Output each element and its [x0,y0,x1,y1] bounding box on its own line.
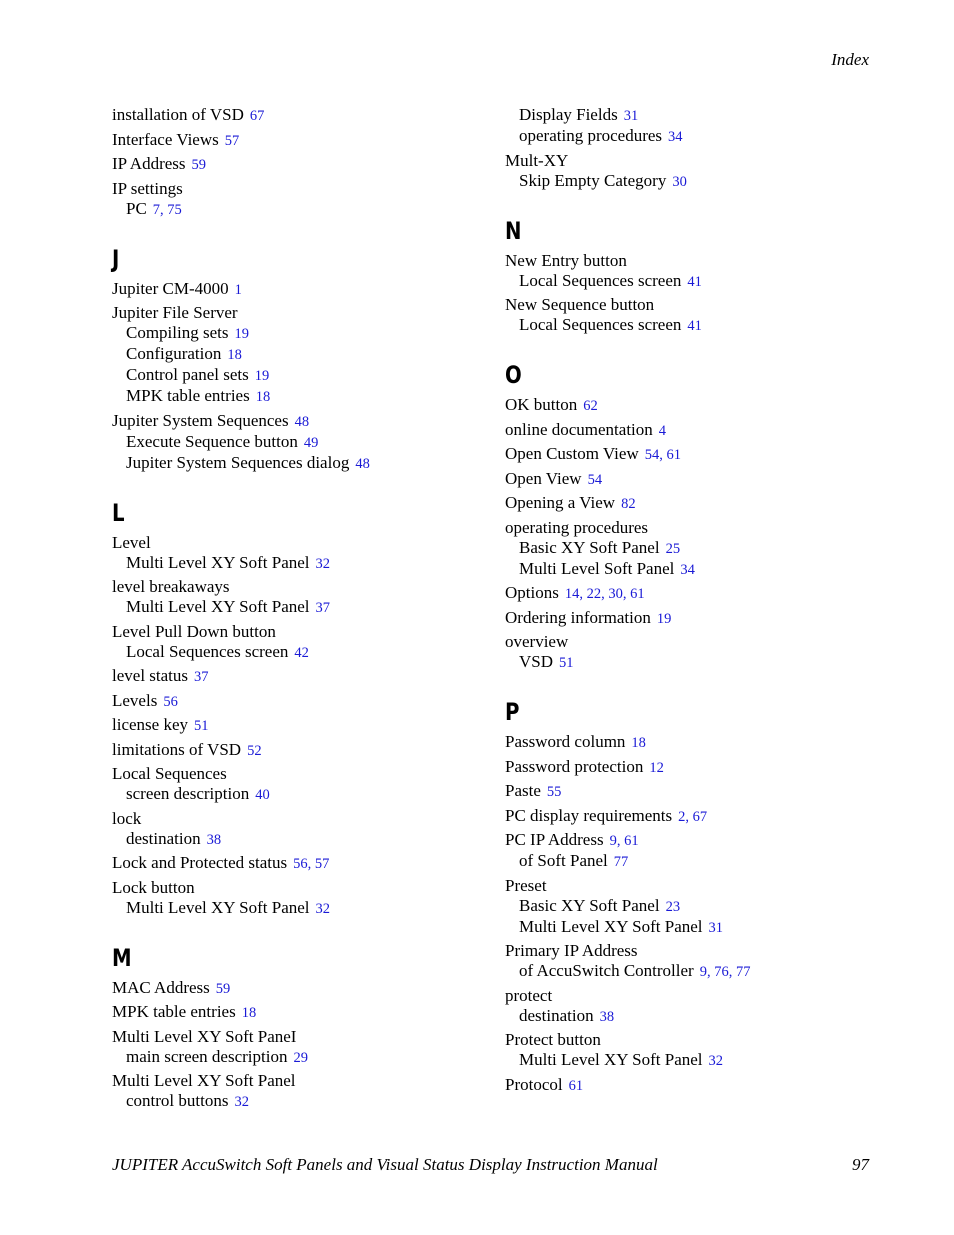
page-refs [687,274,702,290]
index-entry [112,1027,492,1047]
index-term: Protect button [505,1030,601,1049]
index-term: Configuration [126,344,222,363]
index-term: Interface Views [112,129,219,149]
page-link[interactable]: 38 [206,831,222,848]
index-term: Multi Level XY Soft Panel [519,916,703,936]
index-entry [112,740,492,761]
index-entry [505,632,885,652]
index-subentry [505,961,885,982]
page-refs [668,129,683,145]
page-link[interactable]: 40 [255,787,270,803]
index-term: MPK table entries [112,1002,236,1021]
page-link[interactable]: 34 [680,561,695,578]
index-term: Lock and Protected status [112,853,288,872]
index-term: Skip Empty Category [519,170,667,190]
page-link[interactable]: 41 [687,318,702,334]
index-term: New Entry button [505,250,627,270]
page-refs [614,854,629,870]
page-link[interactable]: 32 [708,1053,724,1069]
index-term: New Sequence button [505,295,655,314]
page-link[interactable]: 51 [559,655,574,671]
page-refs [255,787,270,803]
index-term: screen description [126,784,250,803]
index-entry [112,666,492,687]
index-entry [112,411,492,432]
footer-title: JUPITER AccuSwitch Soft Panels and Visual Status Display Instruction Manual [112,1155,658,1174]
page-refs [304,435,319,451]
index-entry [112,105,492,126]
index-term: online documentation [505,419,653,439]
index-term: protect [505,985,553,1005]
page-link[interactable]: 23 [665,898,681,915]
page-refs [659,423,666,439]
index-term: control buttons [126,1091,229,1110]
index-term: Multi Level XY Soft Panel [126,597,310,616]
index-term: Control panel sets [126,365,249,384]
page-refs: 7, 75 [152,201,182,218]
section-letter: P [505,698,520,726]
page-link[interactable]: 32 [315,555,331,572]
page-refs: 9, 61 [609,833,639,849]
index-entry [505,518,885,538]
index-subentry [112,898,492,919]
page-refs [255,368,270,384]
index-subentry [112,386,492,407]
index-subentry [112,642,492,663]
page-footer [112,1155,869,1175]
page-refs [687,318,702,334]
page-link[interactable]: 52 [247,742,262,759]
page-refs [621,496,636,512]
index-entry [505,1075,885,1096]
page-refs: 56, 57 [293,856,330,872]
index-entry [112,577,492,597]
index-subentry [112,365,492,386]
index-term: Options [505,583,559,602]
index-term: of AccuSwitch Controller [519,961,694,980]
section-letter: M [112,943,132,972]
index-term: of Soft Panel [519,851,608,870]
page-link[interactable]: 77 [735,964,751,980]
page-link[interactable]: 54 [644,447,660,463]
index-term: operating procedures [519,126,663,145]
index-entry [505,830,885,851]
page-link[interactable]: 59 [215,980,231,997]
index-entry [112,130,492,151]
index-term: VSD [519,652,554,671]
index-term: MAC Address [112,977,210,997]
page-link[interactable]: 57 [314,856,330,872]
index-term: lock [112,808,142,828]
page-refs [588,472,603,488]
index-subentry [112,432,492,453]
index-entry [505,1030,885,1050]
page-link[interactable]: 34 [668,129,683,145]
index-term: IP Address [112,154,186,173]
index-entry [505,151,885,171]
index-column-right [505,105,885,1096]
index-term: operating procedures [505,517,649,537]
index-subentry [505,851,885,872]
page-link[interactable]: 37 [194,669,209,685]
index-subentry [505,559,885,580]
page-link[interactable]: 57 [224,132,240,149]
index-subentry [505,896,885,917]
page-link[interactable]: 19 [254,368,270,384]
index-subentry [505,315,885,336]
page-refs: 54, 61 [644,447,681,463]
page-link[interactable]: 56 [163,693,178,710]
index-term: OK button [505,395,578,414]
page-link[interactable]: 18 [241,1005,257,1021]
page-refs [583,398,598,414]
page-link[interactable]: 61 [630,586,645,602]
page-refs [569,1078,584,1094]
page-link[interactable]: 62 [583,398,598,414]
page-link[interactable]: 31 [623,108,639,124]
page-refs [657,611,672,627]
index-subentry [112,1047,492,1068]
index-entry [112,978,492,999]
index-term: destination [519,1005,594,1025]
page-link[interactable]: 14 [564,586,580,602]
index-subentry [112,453,492,474]
index-term: Jupiter File Server [112,303,238,322]
index-column-left [112,105,492,1112]
index-term: Basic XY Soft Panel [519,895,660,915]
index-subentry [505,917,885,938]
section-letter: O [505,361,522,389]
index-term: Basic XY Soft Panel [519,537,660,557]
index-entry [505,781,885,802]
page-refs [559,655,574,671]
index-entry [505,295,885,315]
page-link[interactable]: 18 [255,389,271,405]
index-term: Multi Level XY Soft PaneI [112,1026,297,1046]
index-subentry [112,829,492,850]
page-refs [709,920,724,936]
index-term: Local Sequences [112,764,227,783]
page-link[interactable]: 1 [234,281,242,298]
page-link[interactable]: 67 [692,808,708,825]
page-link[interactable]: 2 [678,808,686,825]
index-entry [112,533,492,553]
page-refs [234,326,249,342]
section-letter: L [112,498,125,527]
page-refs [631,735,646,751]
index-term: MPK table entries [126,386,250,405]
page-refs [216,981,231,997]
index-term: Password protection [505,756,644,776]
index-entry [505,757,885,778]
page-link[interactable]: 9 [699,964,707,980]
index-term: Multi Level XY Soft Panel [126,552,310,572]
page-refs: 9, 76, 77 [699,964,751,980]
page-refs [666,899,681,915]
index-term: IP settings [112,178,183,198]
index-term: main screen description [126,1046,288,1066]
index-term: Levels [112,690,158,710]
index-term: level breakaways [112,577,230,596]
index-term: Lock button [112,877,195,897]
index-entry [505,876,885,896]
index-term: Execute Sequence button [126,431,298,451]
index-term: Ordering information [505,607,651,627]
index-term: Local Sequences screen [519,315,682,334]
page-refs [316,556,331,572]
page-link[interactable]: 56 [293,856,308,872]
index-term: Open Custom View [505,444,639,463]
index-subentry [505,652,885,673]
page-refs [207,832,222,848]
index-term: Protocol [505,1074,563,1094]
page-link[interactable]: 30 [672,173,687,190]
page-link[interactable]: 32 [234,1094,249,1110]
page-link[interactable]: 18 [227,347,242,363]
page-refs [234,1094,249,1110]
page-refs [709,1053,724,1069]
page-refs [294,645,309,661]
page-link[interactable]: 19 [234,326,249,342]
page-link[interactable]: 7 [152,201,161,218]
index-term: license key [112,715,188,734]
page-link[interactable]: 4 [658,422,667,439]
index-subentry [112,1091,492,1112]
index-term: Primary IP Address [505,941,638,960]
page-link[interactable]: 41 [687,273,702,290]
index-entry [505,444,885,465]
page-refs [163,694,178,710]
index-subentry [505,126,885,147]
page-refs [295,414,310,430]
index-subentry [112,784,492,805]
index-term: Jupiter CM-4000 [112,278,229,298]
index-entry [112,622,492,642]
index-subentry [505,1050,885,1071]
index-term: PC IP Address [505,830,604,849]
page-refs [316,600,331,616]
index-subentry [505,1006,885,1027]
index-term: Multi Level Soft Panel [519,558,675,578]
index-entry [112,303,492,323]
page-refs [666,541,681,557]
page-link[interactable]: 48 [355,455,370,472]
page-link[interactable]: 61 [568,1077,584,1094]
page-refs [649,760,664,776]
page-refs [293,1050,308,1066]
index-term: PC display requirements [505,805,673,825]
index-entry [505,986,885,1006]
index-entry [112,1002,492,1023]
index-term: Level Pull Down button [112,621,276,641]
page-link[interactable]: 9 [609,833,617,849]
index-subentry [505,538,885,559]
index-subentry [112,553,492,574]
index-term: Multi Level XY Soft Panel [112,1071,296,1090]
index-entry [112,1071,492,1091]
index-term: Compiling sets [126,323,229,342]
page-refs [672,174,687,190]
page-refs [600,1009,615,1025]
page-link[interactable]: 75 [167,201,182,218]
index-subentry [112,597,492,618]
index-term: Level [112,532,151,552]
index-term: PC [126,198,147,218]
page-refs [194,669,209,685]
page-refs [242,1005,257,1021]
page-refs [355,456,370,472]
index-term: Local Sequences screen [126,641,289,661]
page-link[interactable]: 25 [665,540,681,557]
page-link[interactable]: 61 [624,833,639,849]
page-link[interactable]: 12 [649,759,664,776]
index-entry [505,608,885,629]
index-term: Local Sequences screen [519,270,682,290]
index-entry [505,251,885,271]
index-term: Mult-XY [505,150,569,170]
page-refs [247,743,262,759]
section-letter: N [505,216,522,245]
running-header: Index [831,50,869,69]
page-refs [227,347,242,363]
page-refs: 14, 22, 30, 61 [564,586,645,602]
page-refs [680,562,695,578]
page-link[interactable]: 37 [315,600,331,616]
page-link[interactable]: 61 [666,447,681,463]
index-term: level status [112,666,189,685]
index-term: Paste [505,781,541,800]
page-link[interactable]: 77 [613,854,629,870]
index-entry [112,179,492,199]
page-link[interactable]: 48 [294,413,310,430]
page-number: 97 [852,1155,869,1174]
page-link[interactable]: 30 [608,586,623,602]
index-subentry [505,171,885,192]
index-entry [112,878,492,898]
page-link[interactable]: 29 [293,1049,308,1066]
page-refs [547,784,562,800]
page-link[interactable]: 76 [714,964,729,980]
page-link[interactable]: 19 [656,610,672,627]
page-refs [316,901,331,917]
index-term: Opening a View [505,493,616,512]
index-entry [505,583,885,604]
index-entry [505,420,885,441]
page-link[interactable]: 59 [191,157,207,173]
page-link[interactable]: 55 [546,784,562,800]
index-entry [112,853,492,874]
index-term: overview [505,632,569,651]
index-term: Multi Level XY Soft Panel [126,897,310,917]
page-refs [250,108,265,124]
section-letter: J [112,244,120,273]
index-entry [505,395,885,416]
index-entry [112,154,492,175]
page-link[interactable]: 38 [599,1008,615,1025]
index-entry [505,806,885,827]
index-term: Display Fields [519,105,618,124]
index-entry [112,715,492,736]
page-link[interactable]: 51 [194,718,209,734]
index-term: Open View [505,468,582,488]
index-term: Password column [505,732,626,751]
index-entry [505,469,885,490]
index-subentry [112,344,492,365]
index-entry [505,732,885,753]
index-subentry [505,105,885,126]
index-term: Multi Level XY Soft Panel [519,1050,703,1069]
index-subentry [112,199,492,220]
page-link[interactable]: 54 [587,471,603,488]
index-entry [505,941,885,961]
index-entry [112,809,492,829]
index-term: destination [126,828,201,848]
page-refs [194,718,209,734]
index-subentry [112,323,492,344]
page-refs [256,389,271,405]
page-refs [192,157,207,173]
index-entry [505,493,885,514]
index-term: Jupiter System Sequences dialog [126,452,350,472]
index-entry [112,279,492,300]
index-entry [112,764,492,784]
index-subentry [505,271,885,292]
page-refs: 2, 67 [678,808,708,825]
page-link[interactable]: 82 [621,496,636,512]
page-refs [624,108,639,124]
index-term: Jupiter System Sequences [112,410,289,430]
page-link[interactable]: 42 [294,644,309,661]
page-refs [235,282,242,298]
index-term: installation of VSD [112,105,244,124]
page-link[interactable]: 67 [249,108,265,124]
index-term: Preset [505,875,547,895]
index-term: limitations of VSD [112,739,242,759]
page-link[interactable]: 31 [708,919,724,936]
page-link[interactable]: 32 [315,900,331,917]
page-refs [225,133,240,149]
page-link[interactable]: 22 [586,586,602,602]
index-entry [112,691,492,712]
page-link[interactable]: 49 [303,434,319,451]
page-link[interactable]: 18 [631,735,646,751]
